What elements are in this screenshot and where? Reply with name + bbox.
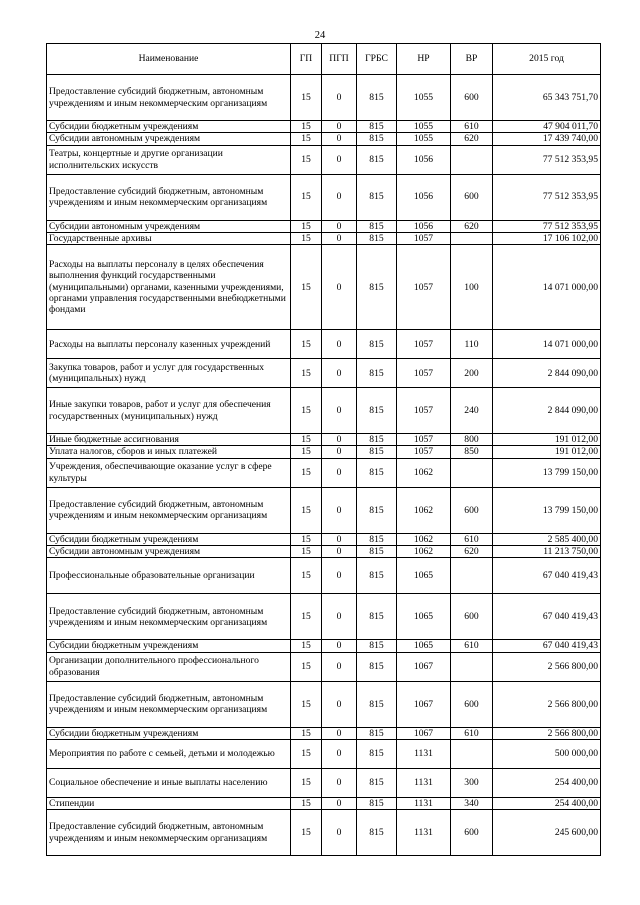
table-row bbox=[47, 220, 601, 232]
row-grbs: 815 bbox=[357, 652, 397, 681]
row-nr: 1057 bbox=[397, 232, 451, 244]
row-grbs: 815 bbox=[357, 220, 397, 232]
row-amount: 14 071 000,00 bbox=[493, 330, 601, 359]
table-row bbox=[47, 533, 601, 545]
row-gp: 15 bbox=[291, 220, 322, 232]
table-row bbox=[47, 359, 601, 388]
row-amount: 47 904 011,70 bbox=[493, 121, 601, 133]
header-name: Наименование bbox=[47, 44, 291, 75]
row-pgp: 0 bbox=[322, 232, 357, 244]
row-name: Субсидии автономным учреждениям bbox=[47, 133, 291, 145]
table-row bbox=[47, 330, 601, 359]
row-name: Предоставление субсидий бюджетным, автономным учреждениям и иным некоммерческим организациям bbox=[47, 594, 291, 640]
row-vr: 850 bbox=[451, 446, 493, 458]
row-pgp: 0 bbox=[322, 145, 357, 174]
row-nr: 1057 bbox=[397, 434, 451, 446]
row-vr: 620 bbox=[451, 133, 493, 145]
row-gp: 15 bbox=[291, 388, 322, 434]
row-amount: 67 040 419,43 bbox=[493, 640, 601, 652]
row-nr: 1065 bbox=[397, 558, 451, 594]
row-gp: 15 bbox=[291, 810, 322, 856]
table-row bbox=[47, 681, 601, 727]
row-name: Уплата налогов, сборов и иных платежей bbox=[47, 446, 291, 458]
row-nr: 1056 bbox=[397, 174, 451, 220]
row-pgp: 0 bbox=[322, 797, 357, 809]
row-vr: 610 bbox=[451, 640, 493, 652]
row-gp: 15 bbox=[291, 133, 322, 145]
row-gp: 15 bbox=[291, 434, 322, 446]
row-name: Расходы на выплаты персоналу казенных учреждений bbox=[47, 330, 291, 359]
table-row bbox=[47, 739, 601, 768]
table-row bbox=[47, 558, 601, 594]
row-pgp: 0 bbox=[322, 558, 357, 594]
row-pgp: 0 bbox=[322, 768, 357, 797]
row-gp: 15 bbox=[291, 652, 322, 681]
row-name: Иные бюджетные ассигнования bbox=[47, 434, 291, 446]
row-amount: 11 213 750,00 bbox=[493, 546, 601, 558]
row-grbs: 815 bbox=[357, 487, 397, 533]
header-nr: НР bbox=[397, 44, 451, 75]
row-vr: 300 bbox=[451, 768, 493, 797]
row-vr: 600 bbox=[451, 174, 493, 220]
row-vr: 800 bbox=[451, 434, 493, 446]
row-gp: 15 bbox=[291, 330, 322, 359]
row-name: Субсидии автономным учреждениям bbox=[47, 546, 291, 558]
row-amount: 254 400,00 bbox=[493, 768, 601, 797]
row-grbs: 815 bbox=[357, 434, 397, 446]
row-grbs: 815 bbox=[357, 594, 397, 640]
row-amount: 65 343 751,70 bbox=[493, 75, 601, 121]
table-header-row bbox=[47, 44, 601, 75]
row-grbs: 815 bbox=[357, 232, 397, 244]
row-amount: 17 439 740,00 bbox=[493, 133, 601, 145]
table-row bbox=[47, 245, 601, 330]
row-amount: 2 585 400,00 bbox=[493, 533, 601, 545]
row-gp: 15 bbox=[291, 458, 322, 487]
table-row bbox=[47, 652, 601, 681]
row-vr: 600 bbox=[451, 810, 493, 856]
row-grbs: 815 bbox=[357, 797, 397, 809]
table-row bbox=[47, 133, 601, 145]
row-grbs: 815 bbox=[357, 174, 397, 220]
row-nr: 1057 bbox=[397, 245, 451, 330]
row-pgp: 0 bbox=[322, 652, 357, 681]
row-vr: 340 bbox=[451, 797, 493, 809]
row-vr: 100 bbox=[451, 245, 493, 330]
row-name: Государственные архивы bbox=[47, 232, 291, 244]
row-vr: 200 bbox=[451, 359, 493, 388]
row-nr: 1057 bbox=[397, 388, 451, 434]
row-amount: 13 799 150,00 bbox=[493, 458, 601, 487]
row-gp: 15 bbox=[291, 768, 322, 797]
row-vr bbox=[451, 145, 493, 174]
row-gp: 15 bbox=[291, 727, 322, 739]
row-amount: 2 566 800,00 bbox=[493, 681, 601, 727]
row-grbs: 815 bbox=[357, 768, 397, 797]
row-vr bbox=[451, 232, 493, 244]
table-row bbox=[47, 121, 601, 133]
row-vr: 110 bbox=[451, 330, 493, 359]
row-grbs: 815 bbox=[357, 145, 397, 174]
table-row bbox=[47, 640, 601, 652]
row-nr: 1067 bbox=[397, 681, 451, 727]
row-grbs: 815 bbox=[357, 133, 397, 145]
row-amount: 500 000,00 bbox=[493, 739, 601, 768]
row-nr: 1062 bbox=[397, 533, 451, 545]
row-grbs: 815 bbox=[357, 546, 397, 558]
row-vr: 610 bbox=[451, 727, 493, 739]
row-grbs: 815 bbox=[357, 810, 397, 856]
row-gp: 15 bbox=[291, 121, 322, 133]
row-amount: 77 512 353,95 bbox=[493, 145, 601, 174]
row-grbs: 815 bbox=[357, 388, 397, 434]
table-row bbox=[47, 458, 601, 487]
row-grbs: 815 bbox=[357, 640, 397, 652]
row-gp: 15 bbox=[291, 75, 322, 121]
row-vr: 600 bbox=[451, 681, 493, 727]
row-name: Социальное обеспечение и иные выплаты населению bbox=[47, 768, 291, 797]
row-grbs: 815 bbox=[357, 727, 397, 739]
row-pgp: 0 bbox=[322, 174, 357, 220]
row-amount: 77 512 353,95 bbox=[493, 174, 601, 220]
row-vr: 600 bbox=[451, 594, 493, 640]
row-pgp: 0 bbox=[322, 640, 357, 652]
table-row bbox=[47, 594, 601, 640]
row-name: Расходы на выплаты персоналу в целях обеспечения выполнения функций государственными (муниципальными) органами, казенными учреждениями, органами управления государственными внебюджетными фондами bbox=[47, 245, 291, 330]
row-nr: 1057 bbox=[397, 330, 451, 359]
row-gp: 15 bbox=[291, 681, 322, 727]
row-gp: 15 bbox=[291, 594, 322, 640]
table-row bbox=[47, 727, 601, 739]
row-amount: 245 600,00 bbox=[493, 810, 601, 856]
row-nr: 1067 bbox=[397, 727, 451, 739]
row-nr: 1055 bbox=[397, 75, 451, 121]
row-name: Субсидии бюджетным учреждениям bbox=[47, 727, 291, 739]
row-grbs: 815 bbox=[357, 245, 397, 330]
row-vr bbox=[451, 739, 493, 768]
row-name: Предоставление субсидий бюджетным, автономным учреждениям и иным некоммерческим организациям bbox=[47, 681, 291, 727]
row-pgp: 0 bbox=[322, 546, 357, 558]
row-name: Предоставление субсидий бюджетным, автономным учреждениям и иным некоммерческим организациям bbox=[47, 810, 291, 856]
row-amount: 191 012,00 bbox=[493, 446, 601, 458]
row-nr: 1056 bbox=[397, 220, 451, 232]
row-nr: 1067 bbox=[397, 652, 451, 681]
row-amount: 67 040 419,43 bbox=[493, 558, 601, 594]
row-vr: 610 bbox=[451, 121, 493, 133]
table-row bbox=[47, 434, 601, 446]
header-year: 2015 год bbox=[493, 44, 601, 75]
table-row bbox=[47, 446, 601, 458]
row-grbs: 815 bbox=[357, 75, 397, 121]
table-row bbox=[47, 768, 601, 797]
row-name: Театры, концертные и другие организации исполнительских искусств bbox=[47, 145, 291, 174]
row-vr: 610 bbox=[451, 533, 493, 545]
row-amount: 14 071 000,00 bbox=[493, 245, 601, 330]
row-gp: 15 bbox=[291, 533, 322, 545]
row-name: Организации дополнительного профессионального образования bbox=[47, 652, 291, 681]
row-pgp: 0 bbox=[322, 388, 357, 434]
header-grbs: ГРБС bbox=[357, 44, 397, 75]
row-vr: 240 bbox=[451, 388, 493, 434]
row-pgp: 0 bbox=[322, 121, 357, 133]
row-pgp: 0 bbox=[322, 220, 357, 232]
row-amount: 77 512 353,95 bbox=[493, 220, 601, 232]
header-gp: ГП bbox=[291, 44, 322, 75]
row-nr: 1055 bbox=[397, 133, 451, 145]
row-pgp: 0 bbox=[322, 810, 357, 856]
row-nr: 1057 bbox=[397, 446, 451, 458]
row-gp: 15 bbox=[291, 546, 322, 558]
row-grbs: 815 bbox=[357, 458, 397, 487]
row-amount: 2 844 090,00 bbox=[493, 388, 601, 434]
row-gp: 15 bbox=[291, 145, 322, 174]
row-pgp: 0 bbox=[322, 739, 357, 768]
row-grbs: 815 bbox=[357, 681, 397, 727]
table-row bbox=[47, 232, 601, 244]
row-gp: 15 bbox=[291, 359, 322, 388]
table-body bbox=[47, 75, 601, 856]
row-grbs: 815 bbox=[357, 739, 397, 768]
row-nr: 1131 bbox=[397, 768, 451, 797]
row-name: Предоставление субсидий бюджетным, автономным учреждениям и иным некоммерческим организациям bbox=[47, 487, 291, 533]
row-grbs: 815 bbox=[357, 330, 397, 359]
row-name: Предоставление субсидий бюджетным, автономным учреждениям и иным некоммерческим организациям bbox=[47, 75, 291, 121]
row-grbs: 815 bbox=[357, 359, 397, 388]
row-nr: 1056 bbox=[397, 145, 451, 174]
row-name: Стипендии bbox=[47, 797, 291, 809]
table-row bbox=[47, 388, 601, 434]
row-pgp: 0 bbox=[322, 533, 357, 545]
row-vr bbox=[451, 458, 493, 487]
row-vr: 620 bbox=[451, 546, 493, 558]
row-nr: 1062 bbox=[397, 487, 451, 533]
row-name: Субсидии бюджетным учреждениям bbox=[47, 640, 291, 652]
row-gp: 15 bbox=[291, 797, 322, 809]
row-gp: 15 bbox=[291, 174, 322, 220]
row-amount: 2 844 090,00 bbox=[493, 359, 601, 388]
row-nr: 1057 bbox=[397, 359, 451, 388]
row-vr bbox=[451, 652, 493, 681]
row-vr: 600 bbox=[451, 487, 493, 533]
row-pgp: 0 bbox=[322, 75, 357, 121]
row-pgp: 0 bbox=[322, 245, 357, 330]
row-nr: 1131 bbox=[397, 797, 451, 809]
row-grbs: 815 bbox=[357, 533, 397, 545]
table-row bbox=[47, 546, 601, 558]
row-vr: 600 bbox=[451, 75, 493, 121]
row-gp: 15 bbox=[291, 558, 322, 594]
row-amount: 2 566 800,00 bbox=[493, 652, 601, 681]
page-number: 24 bbox=[314, 30, 326, 41]
row-pgp: 0 bbox=[322, 330, 357, 359]
row-name: Субсидии бюджетным учреждениям bbox=[47, 533, 291, 545]
row-gp: 15 bbox=[291, 245, 322, 330]
row-nr: 1131 bbox=[397, 739, 451, 768]
table-row bbox=[47, 75, 601, 121]
row-gp: 15 bbox=[291, 487, 322, 533]
row-pgp: 0 bbox=[322, 727, 357, 739]
row-amount: 191 012,00 bbox=[493, 434, 601, 446]
row-nr: 1065 bbox=[397, 594, 451, 640]
row-nr: 1065 bbox=[397, 640, 451, 652]
table-row bbox=[47, 174, 601, 220]
row-name: Субсидии автономным учреждениям bbox=[47, 220, 291, 232]
row-name: Профессиональные образовательные организации bbox=[47, 558, 291, 594]
row-gp: 15 bbox=[291, 640, 322, 652]
row-name: Мероприятия по работе с семьей, детьми и молодежью bbox=[47, 739, 291, 768]
row-pgp: 0 bbox=[322, 133, 357, 145]
row-gp: 15 bbox=[291, 232, 322, 244]
row-pgp: 0 bbox=[322, 594, 357, 640]
row-amount: 67 040 419,43 bbox=[493, 594, 601, 640]
row-gp: 15 bbox=[291, 739, 322, 768]
row-vr bbox=[451, 558, 493, 594]
row-grbs: 815 bbox=[357, 558, 397, 594]
header-pgp: ПГП bbox=[322, 44, 357, 75]
row-grbs: 815 bbox=[357, 446, 397, 458]
row-nr: 1055 bbox=[397, 121, 451, 133]
row-amount: 2 566 800,00 bbox=[493, 727, 601, 739]
row-pgp: 0 bbox=[322, 487, 357, 533]
row-pgp: 0 bbox=[322, 458, 357, 487]
row-name: Закупка товаров, работ и услуг для государственных (муниципальных) нужд bbox=[47, 359, 291, 388]
row-amount: 254 400,00 bbox=[493, 797, 601, 809]
table-row bbox=[47, 797, 601, 809]
budget-table bbox=[46, 43, 601, 856]
row-pgp: 0 bbox=[322, 434, 357, 446]
row-name: Иные закупки товаров, работ и услуг для обеспечения государственных (муниципальных) нужд bbox=[47, 388, 291, 434]
row-grbs: 815 bbox=[357, 121, 397, 133]
row-nr: 1062 bbox=[397, 458, 451, 487]
table-row bbox=[47, 487, 601, 533]
row-name: Предоставление субсидий бюджетным, автономным учреждениям и иным некоммерческим организациям bbox=[47, 174, 291, 220]
row-pgp: 0 bbox=[322, 446, 357, 458]
header-vr: ВР bbox=[451, 44, 493, 75]
row-nr: 1131 bbox=[397, 810, 451, 856]
row-gp: 15 bbox=[291, 446, 322, 458]
row-name: Учреждения, обеспечивающие оказание услуг в сфере культуры bbox=[47, 458, 291, 487]
table-row bbox=[47, 145, 601, 174]
row-amount: 13 799 150,00 bbox=[493, 487, 601, 533]
row-pgp: 0 bbox=[322, 681, 357, 727]
row-pgp: 0 bbox=[322, 359, 357, 388]
row-amount: 17 106 102,00 bbox=[493, 232, 601, 244]
row-name: Субсидии бюджетным учреждениям bbox=[47, 121, 291, 133]
row-vr: 620 bbox=[451, 220, 493, 232]
row-nr: 1062 bbox=[397, 546, 451, 558]
table-row bbox=[47, 810, 601, 856]
